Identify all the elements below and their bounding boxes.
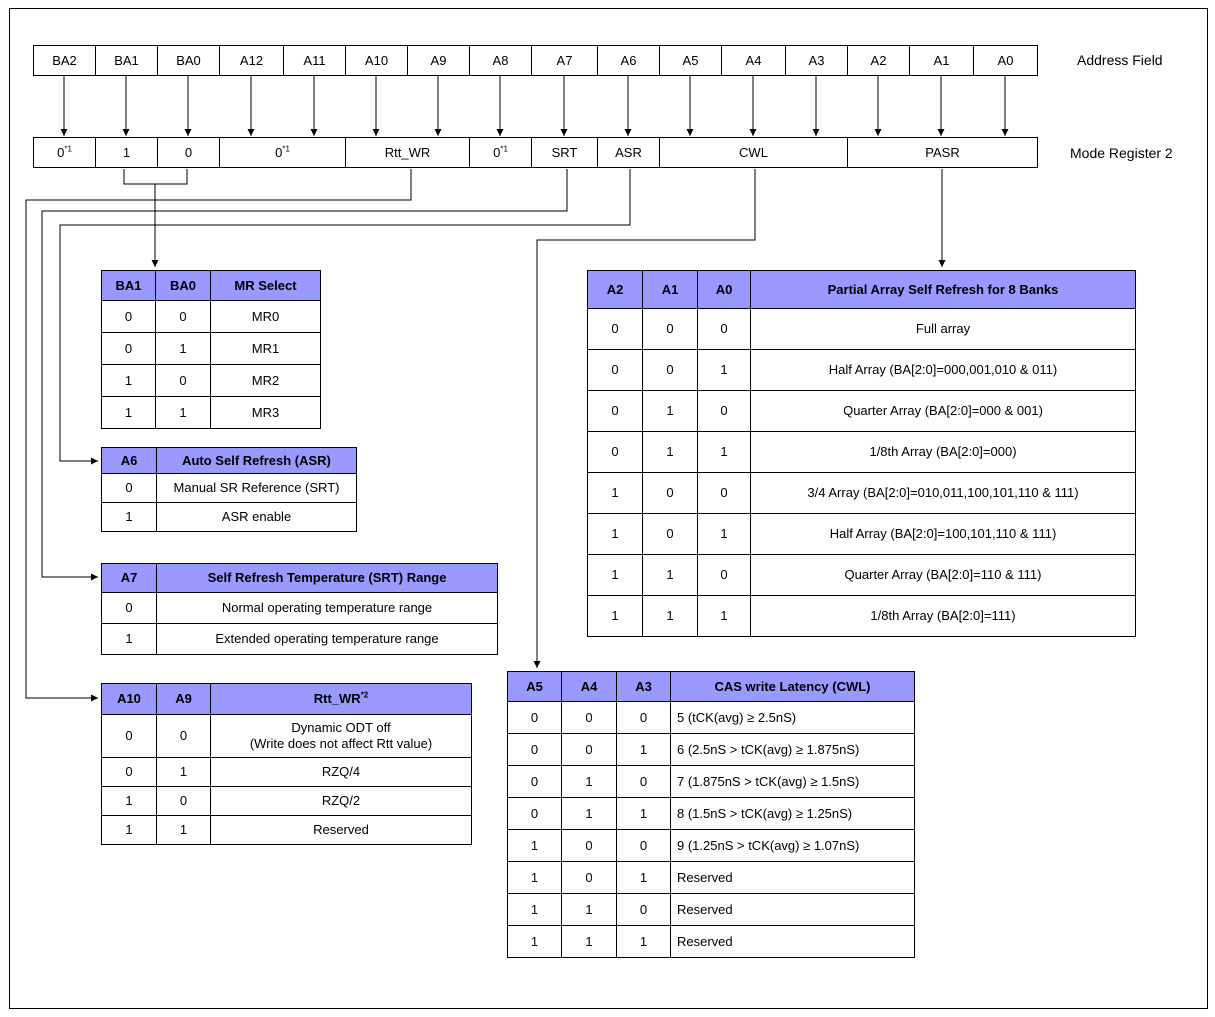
cwl-row-7-col-0 — [507, 925, 562, 958]
asr-row-1-col-1-text: ASR enable — [221, 509, 292, 525]
mr_select-header-2-text: MR Select — [234, 277, 297, 293]
mr_select-row-3-col-0 — [101, 396, 156, 429]
pasr-row-7-col-1 — [642, 595, 698, 637]
srt-row-1-col-1 — [156, 623, 498, 655]
rtt_wr-row-3-col-1 — [156, 815, 211, 845]
mr_select-row-2-col-2 — [210, 364, 321, 397]
cwl-row-5-col-0 — [507, 861, 562, 894]
cwl-row-2-col-2-text: 0 — [639, 773, 648, 789]
cwl-row-5-col-3 — [670, 861, 915, 894]
cwl-row-2-col-2 — [616, 765, 671, 798]
pasr-row-1-col-3-text: Half Array (BA[2:0]=000,001,010 & 011) — [828, 362, 1058, 378]
pasr-row-4-col-3-text: 3/4 Array (BA[2:0]=010,011,100,101,110 & 111) — [807, 485, 1079, 501]
address-bit-a4 — [721, 45, 786, 76]
pasr-row-7-col-1-text: 1 — [666, 608, 674, 624]
rtt_wr-row-2-col-0 — [101, 786, 157, 816]
mr_select-row-1-col-0-text: 0 — [124, 340, 133, 356]
cwl-row-4-col-1 — [561, 829, 617, 862]
cwl-row-3-col-0-text: 0 — [530, 805, 539, 821]
mode-field-4 — [345, 137, 470, 168]
pasr-header-1-text: A1 — [661, 281, 679, 297]
pasr-row-1-col-1 — [642, 349, 698, 391]
mode-field-9-text: PASR — [925, 144, 960, 160]
address-bit-a9 — [407, 45, 470, 76]
asr-row-0-col-1 — [156, 473, 357, 503]
pasr-row-3-col-3-text: 1/8th Array (BA[2:0]=000) — [869, 444, 1017, 460]
pasr-row-2-col-2 — [697, 390, 751, 432]
cwl-row-4-col-2-text: 0 — [639, 837, 648, 853]
pasr-row-2-col-3-text: Quarter Array (BA[2:0]=000 & 001) — [843, 403, 1043, 419]
pasr-row-5-col-0 — [587, 513, 643, 555]
asr-row-1-col-0-text: 1 — [125, 509, 133, 525]
address-bit-a11-text: A11 — [303, 52, 326, 68]
rtt_wr-row-3-col-2 — [210, 815, 472, 845]
mr_select-row-3-col-1 — [155, 396, 211, 429]
cwl-header-3 — [670, 671, 915, 702]
asr-header-0-text: A6 — [120, 452, 138, 468]
pasr-row-0-col-3 — [750, 308, 1136, 350]
pasr-row-7-col-3-text: 1/8th Array (BA[2:0]=111) — [870, 608, 1016, 624]
pasr-row-1-col-0-text: 0 — [611, 362, 619, 378]
cwl-row-5-col-3-text: Reserved — [677, 869, 733, 885]
mr_select-row-0-col-1 — [155, 300, 211, 333]
cwl-row-6-col-2-text: 0 — [639, 901, 648, 917]
cwl-row-3-col-2-text: 1 — [639, 805, 648, 821]
pasr-row-7-col-0 — [587, 595, 643, 637]
address-bit-a6-text: A6 — [620, 52, 637, 68]
pasr-row-6-col-3-text: Quarter Array (BA[2:0]=110 & 111) — [844, 567, 1042, 583]
address-bit-a1 — [909, 45, 974, 76]
pasr-row-0-col-0 — [587, 308, 643, 350]
cwl-header-1 — [561, 671, 617, 702]
address-bit-ba2 — [33, 45, 96, 76]
mode-field-7 — [597, 137, 660, 168]
cwl-row-1-col-0-text: 0 — [530, 741, 539, 757]
pasr-row-2-col-0-text: 0 — [611, 403, 619, 419]
rtt_wr-row-0-col-1-text: 0 — [179, 728, 188, 744]
address-bit-a0-text: A0 — [997, 52, 1014, 68]
asr-row-0-col-0 — [101, 473, 157, 503]
cwl-row-1-col-0 — [507, 733, 562, 766]
asr-header-0 — [101, 447, 157, 474]
srt-header-1-text: Self Refresh Temperature (SRT) Range — [207, 570, 447, 586]
rtt_wr-header-1 — [156, 683, 211, 715]
pasr-header-0 — [587, 270, 643, 309]
address-bit-a1-text: A1 — [933, 52, 950, 68]
pasr-row-3-col-3 — [750, 431, 1136, 473]
cwl-row-4-col-2 — [616, 829, 671, 862]
mode-field-4-text: Rtt_WR — [384, 144, 431, 160]
srt-row-1-col-0 — [101, 623, 157, 655]
rtt_wr-row-0-col-1 — [156, 714, 211, 758]
mode-field-6 — [531, 137, 598, 168]
mr_select-row-1-col-2-text: MR1 — [251, 340, 280, 356]
pasr-row-1-col-1-text: 0 — [666, 362, 674, 378]
cwl-row-7-col-1 — [561, 925, 617, 958]
rtt_wr-row-3-col-0-text: 1 — [125, 822, 133, 838]
mr_select-header-1-text: BA0 — [169, 277, 196, 293]
pasr-row-5-col-3 — [750, 513, 1136, 555]
rtt_wr-header-0-text: A10 — [117, 691, 141, 707]
cwl-header-3-text: CAS write Latency (CWL) — [714, 678, 871, 694]
address-bit-ba0 — [157, 45, 220, 76]
cwl-row-6-col-1-text: 1 — [585, 901, 593, 917]
cwl-row-1-col-3 — [670, 733, 915, 766]
pasr-row-4-col-0-text: 1 — [611, 485, 619, 501]
address-bit-a2 — [847, 45, 910, 76]
pasr-row-0-col-3-text: Full array — [915, 321, 971, 337]
address-bit-a10 — [345, 45, 408, 76]
rtt_wr-row-2-col-1 — [156, 786, 211, 816]
mr_select-row-0-col-2 — [210, 300, 321, 333]
pasr-row-5-col-2 — [697, 513, 751, 555]
pasr-row-4-col-0 — [587, 472, 643, 514]
mr_select-header-1 — [155, 270, 211, 301]
rtt_wr-row-1-col-2 — [210, 757, 472, 787]
srt-row-0-col-0 — [101, 592, 157, 624]
address-bit-a11 — [283, 45, 346, 76]
mr_select-row-0-col-1-text: 0 — [179, 308, 187, 324]
mode-field-8 — [659, 137, 848, 168]
pasr-row-2-col-0 — [587, 390, 643, 432]
address-bit-a10-text: A10 — [364, 52, 389, 68]
mode-field-3 — [219, 137, 346, 168]
rtt_wr-row-1-col-2-text: RZQ/4 — [321, 764, 361, 780]
mode-field-5-text: 0$^{*1}$ — [493, 144, 508, 160]
cwl-row-4-col-0 — [507, 829, 562, 862]
cwl-row-2-col-1 — [561, 765, 617, 798]
pasr-row-2-col-1-text: 1 — [666, 403, 674, 419]
mr_select-row-1-col-2 — [210, 332, 321, 365]
cwl-row-3-col-1 — [561, 797, 617, 830]
pasr-row-6-col-2-text: 0 — [720, 567, 728, 583]
mode-field-1-text: 1 — [122, 144, 131, 160]
cwl-row-7-col-0-text: 1 — [530, 933, 539, 949]
mr_select-header-0-text: BA1 — [115, 277, 142, 293]
address-bit-ba1 — [95, 45, 158, 76]
pasr-row-5-col-1-text: 0 — [666, 526, 674, 542]
mr_select-row-3-col-0-text: 1 — [124, 404, 133, 420]
address-bit-a5 — [659, 45, 722, 76]
address-bit-a3-text: A3 — [808, 52, 825, 68]
cwl-row-6-col-3 — [670, 893, 915, 926]
pasr-row-7-col-0-text: 1 — [611, 608, 619, 624]
mr_select-row-0-col-0 — [101, 300, 156, 333]
mode-field-2-text: 0 — [184, 144, 193, 160]
srt-row-0-col-0-text: 0 — [125, 600, 133, 616]
cwl-header-2-text: A3 — [635, 678, 652, 694]
mr_select-row-3-col-2-text: MR3 — [251, 404, 280, 420]
cwl-row-7-col-3 — [670, 925, 915, 958]
rtt_wr-row-2-col-0-text: 1 — [125, 793, 133, 809]
rtt_wr-row-1-col-1-text: 1 — [179, 764, 188, 780]
cwl-row-6-col-1 — [561, 893, 617, 926]
mr_select-row-2-col-1-text: 0 — [179, 372, 187, 388]
cwl-row-5-col-0-text: 1 — [530, 869, 539, 885]
pasr-header-0-text: A2 — [606, 281, 624, 297]
mode-field-0-text: 0$^{*1}$ — [57, 144, 72, 160]
pasr-row-4-col-3 — [750, 472, 1136, 514]
cwl-row-0-col-1-text: 0 — [585, 709, 593, 725]
cwl-row-6-col-2 — [616, 893, 671, 926]
mr_select-row-0-col-0-text: 0 — [124, 308, 133, 324]
address-bit-a3 — [785, 45, 848, 76]
cwl-row-1-col-2-text: 1 — [639, 741, 648, 757]
cwl-header-0 — [507, 671, 562, 702]
mr_select-row-2-col-2-text: MR2 — [251, 372, 280, 388]
address-bit-ba0-text: BA0 — [176, 52, 201, 68]
cwl-row-3-col-0 — [507, 797, 562, 830]
rtt_wr-row-0-col-2-text: Dynamic ODT off (Write does not affect Rtt value) — [249, 720, 433, 751]
cwl-row-7-col-2-text: 1 — [639, 933, 648, 949]
cwl-row-2-col-0-text: 0 — [530, 773, 539, 789]
cwl-row-0-col-2-text: 0 — [639, 709, 648, 725]
cwl-row-1-col-2 — [616, 733, 671, 766]
cwl-row-6-col-0 — [507, 893, 562, 926]
cwl-row-0-col-2 — [616, 701, 671, 734]
pasr-row-2-col-2-text: 0 — [720, 403, 728, 419]
rtt_wr-header-1-text: A9 — [175, 691, 192, 707]
address-bit-a4-text: A4 — [745, 52, 762, 68]
mr_select-row-3-col-1-text: 1 — [179, 404, 187, 420]
cwl-row-2-col-3 — [670, 765, 915, 798]
cwl-row-0-col-3-text: 5 (tCK(avg) ≥ 2.5nS) — [677, 709, 797, 725]
pasr-row-0-col-1-text: 0 — [666, 321, 674, 337]
pasr-row-0-col-0-text: 0 — [611, 321, 619, 337]
address-bit-a12-text: A12 — [239, 52, 264, 68]
cwl-row-6-col-0-text: 1 — [530, 901, 539, 917]
cwl-row-6-col-3-text: Reserved — [677, 901, 733, 917]
asr-header-1-text: Auto Self Refresh (ASR) — [182, 452, 331, 468]
cwl-row-3-col-2 — [616, 797, 671, 830]
pasr-row-7-col-3 — [750, 595, 1136, 637]
pasr-row-2-col-3 — [750, 390, 1136, 432]
rtt_wr-header-2-text: Rtt_WR$^{*2}$ — [313, 690, 369, 707]
cwl-row-2-col-0 — [507, 765, 562, 798]
srt-row-0-col-1 — [156, 592, 498, 624]
pasr-row-2-col-1 — [642, 390, 698, 432]
cwl-row-7-col-3-text: Reserved — [677, 933, 733, 949]
cwl-row-1-col-1 — [561, 733, 617, 766]
rtt_wr-row-3-col-1-text: 1 — [179, 822, 188, 838]
cwl-row-4-col-1-text: 0 — [585, 837, 593, 853]
pasr-row-7-col-2-text: 1 — [720, 608, 728, 624]
rtt_wr-row-2-col-2 — [210, 786, 472, 816]
pasr-row-1-col-0 — [587, 349, 643, 391]
cwl-row-2-col-1-text: 1 — [585, 773, 593, 789]
mr_select-row-3-col-2 — [210, 396, 321, 429]
srt-row-0-col-1-text: Normal operating temperature range — [221, 600, 433, 616]
cwl-header-2 — [616, 671, 671, 702]
pasr-row-3-col-2-text: 1 — [720, 444, 728, 460]
asr-row-0-col-1-text: Manual SR Reference (SRT) — [173, 480, 340, 496]
mr_select-row-0-col-2-text: MR0 — [251, 308, 280, 324]
mode-field-3-footnote: *1 — [282, 144, 290, 154]
cwl-row-5-col-1 — [561, 861, 617, 894]
cwl-row-5-col-2 — [616, 861, 671, 894]
cwl-row-3-col-1-text: 1 — [585, 805, 593, 821]
pasr-header-2-text: A0 — [715, 281, 733, 297]
rtt_wr-row-0-col-0 — [101, 714, 157, 758]
mode-field-8-text: CWL — [739, 144, 768, 160]
rtt_wr-row-2-col-1-text: 0 — [179, 793, 188, 809]
mode-field-5-footnote: *1 — [500, 144, 508, 154]
cwl-header-0-text: A5 — [526, 678, 543, 694]
cwl-row-1-col-3-text: 6 (2.5nS > tCK(avg) ≥ 1.875nS) — [677, 741, 860, 757]
pasr-row-3-col-1-text: 1 — [666, 444, 674, 460]
pasr-row-1-col-2 — [697, 349, 751, 391]
cwl-row-0-col-1 — [561, 701, 617, 734]
pasr-row-6-col-1 — [642, 554, 698, 596]
mode-register-label: Mode Register 2 — [1070, 145, 1173, 161]
mr_select-row-2-col-0-text: 1 — [124, 372, 133, 388]
srt-header-0-text: A7 — [120, 570, 138, 586]
cwl-row-0-col-0-text: 0 — [530, 709, 539, 725]
address-bit-a0 — [973, 45, 1038, 76]
mr_select-row-2-col-0 — [101, 364, 156, 397]
mr_select-header-2 — [210, 270, 321, 301]
mr_select-row-2-col-1 — [155, 364, 211, 397]
address-bit-ba2-text: BA2 — [52, 52, 77, 68]
pasr-row-3-col-2 — [697, 431, 751, 473]
rtt_wr-row-3-col-0 — [101, 815, 157, 845]
cwl-header-1-text: A4 — [580, 678, 598, 694]
rtt_wr-row-3-col-2-text: Reserved — [313, 822, 369, 838]
mode-field-5 — [469, 137, 532, 168]
address-bit-a12 — [219, 45, 284, 76]
address-bit-a2-text: A2 — [870, 52, 887, 68]
pasr-header-3-text: Partial Array Self Refresh for 8 Banks — [827, 281, 1059, 297]
mode-field-0-footnote: *1 — [64, 144, 72, 154]
mr-select-bracket — [124, 169, 187, 184]
pasr-row-6-col-0-text: 1 — [611, 567, 619, 583]
pasr-row-6-col-2 — [697, 554, 751, 596]
address-bit-a5-text: A5 — [682, 52, 699, 68]
rtt_wr-row-0-col-0-text: 0 — [125, 728, 133, 744]
pasr-row-3-col-0-text: 0 — [611, 444, 619, 460]
pasr-header-2 — [697, 270, 751, 309]
cwl-row-2-col-3-text: 7 (1.875nS > tCK(avg) ≥ 1.5nS) — [677, 773, 860, 789]
pasr-row-3-col-1 — [642, 431, 698, 473]
mode-field-0 — [33, 137, 96, 168]
mode-field-2 — [157, 137, 220, 168]
asr-row-0-col-0-text: 0 — [125, 480, 133, 496]
asr-row-1-col-0 — [101, 502, 157, 532]
mode-field-6-text: SRT — [551, 144, 578, 160]
cwl-row-7-col-2 — [616, 925, 671, 958]
mode-field-7-text: ASR — [615, 144, 642, 160]
pasr-header-3 — [750, 270, 1136, 309]
pasr-row-6-col-1-text: 1 — [666, 567, 674, 583]
pasr-row-5-col-1 — [642, 513, 698, 555]
address-bit-a9-text: A9 — [430, 52, 447, 68]
pasr-row-7-col-2 — [697, 595, 751, 637]
pasr-row-0-col-2-text: 0 — [720, 321, 728, 337]
address-bit-a6 — [597, 45, 660, 76]
cwl-row-0-col-3 — [670, 701, 915, 734]
pasr-row-5-col-0-text: 1 — [611, 526, 619, 542]
pasr-row-0-col-2 — [697, 308, 751, 350]
cwl-row-5-col-2-text: 1 — [639, 869, 648, 885]
srt-header-0 — [101, 563, 157, 593]
mode-field-9 — [847, 137, 1038, 168]
pasr-row-4-col-2-text: 0 — [720, 485, 728, 501]
pasr-row-4-col-1-text: 0 — [666, 485, 674, 501]
rtt_wr-row-1-col-1 — [156, 757, 211, 787]
cwl-row-7-col-1-text: 1 — [585, 933, 593, 949]
address-bit-a7 — [531, 45, 598, 76]
rtt_wr-header-0 — [101, 683, 157, 715]
pasr-row-1-col-3 — [750, 349, 1136, 391]
cwl-row-5-col-1-text: 0 — [585, 869, 593, 885]
pasr-header-1 — [642, 270, 698, 309]
pasr-row-1-col-2-text: 1 — [720, 362, 728, 378]
mode-field-3-text: 0$^{*1}$ — [275, 144, 290, 160]
rtt_wr-header-2-footnote: *2 — [360, 690, 369, 700]
pasr-row-3-col-0 — [587, 431, 643, 473]
cwl-row-4-col-0-text: 1 — [530, 837, 539, 853]
srt-row-1-col-1-text: Extended operating temperature range — [215, 631, 439, 647]
mr_select-row-1-col-1-text: 1 — [179, 340, 187, 356]
mr_select-row-1-col-0 — [101, 332, 156, 365]
rtt_wr-row-2-col-2-text: RZQ/2 — [321, 793, 361, 809]
cwl-row-4-col-3 — [670, 829, 915, 862]
mr_select-row-1-col-1 — [155, 332, 211, 365]
pasr-row-0-col-1 — [642, 308, 698, 350]
cwl-row-0-col-0 — [507, 701, 562, 734]
cwl-row-3-col-3-text: 8 (1.5nS > tCK(avg) ≥ 1.25nS) — [677, 805, 853, 821]
rtt_wr-header-2 — [210, 683, 472, 715]
address-bit-a8 — [469, 45, 532, 76]
pasr-row-6-col-3 — [750, 554, 1136, 596]
rtt_wr-row-1-col-0-text: 0 — [125, 764, 133, 780]
srt-row-1-col-0-text: 1 — [125, 631, 133, 647]
pasr-row-6-col-0 — [587, 554, 643, 596]
asr-row-1-col-1 — [156, 502, 357, 532]
cwl-row-1-col-1-text: 0 — [585, 741, 593, 757]
mr_select-header-0 — [101, 270, 156, 301]
asr-header-1 — [156, 447, 357, 474]
pasr-row-5-col-3-text: Half Array (BA[2:0]=100,101,110 & 111) — [829, 526, 1057, 542]
cwl-row-4-col-3-text: 9 (1.25nS > tCK(avg) ≥ 1.07nS) — [677, 837, 860, 853]
address-bit-a7-text: A7 — [556, 52, 573, 68]
address-bit-a8-text: A8 — [492, 52, 509, 68]
srt-header-1 — [156, 563, 498, 593]
mode-field-1 — [95, 137, 158, 168]
address-field-label: Address Field — [1077, 52, 1163, 68]
rtt_wr-row-1-col-0 — [101, 757, 157, 787]
pasr-row-5-col-2-text: 1 — [720, 526, 728, 542]
pasr-row-4-col-1 — [642, 472, 698, 514]
rtt_wr-row-0-col-2 — [210, 714, 472, 758]
address-bit-ba1-text: BA1 — [114, 52, 139, 68]
pasr-row-4-col-2 — [697, 472, 751, 514]
cwl-row-3-col-3 — [670, 797, 915, 830]
